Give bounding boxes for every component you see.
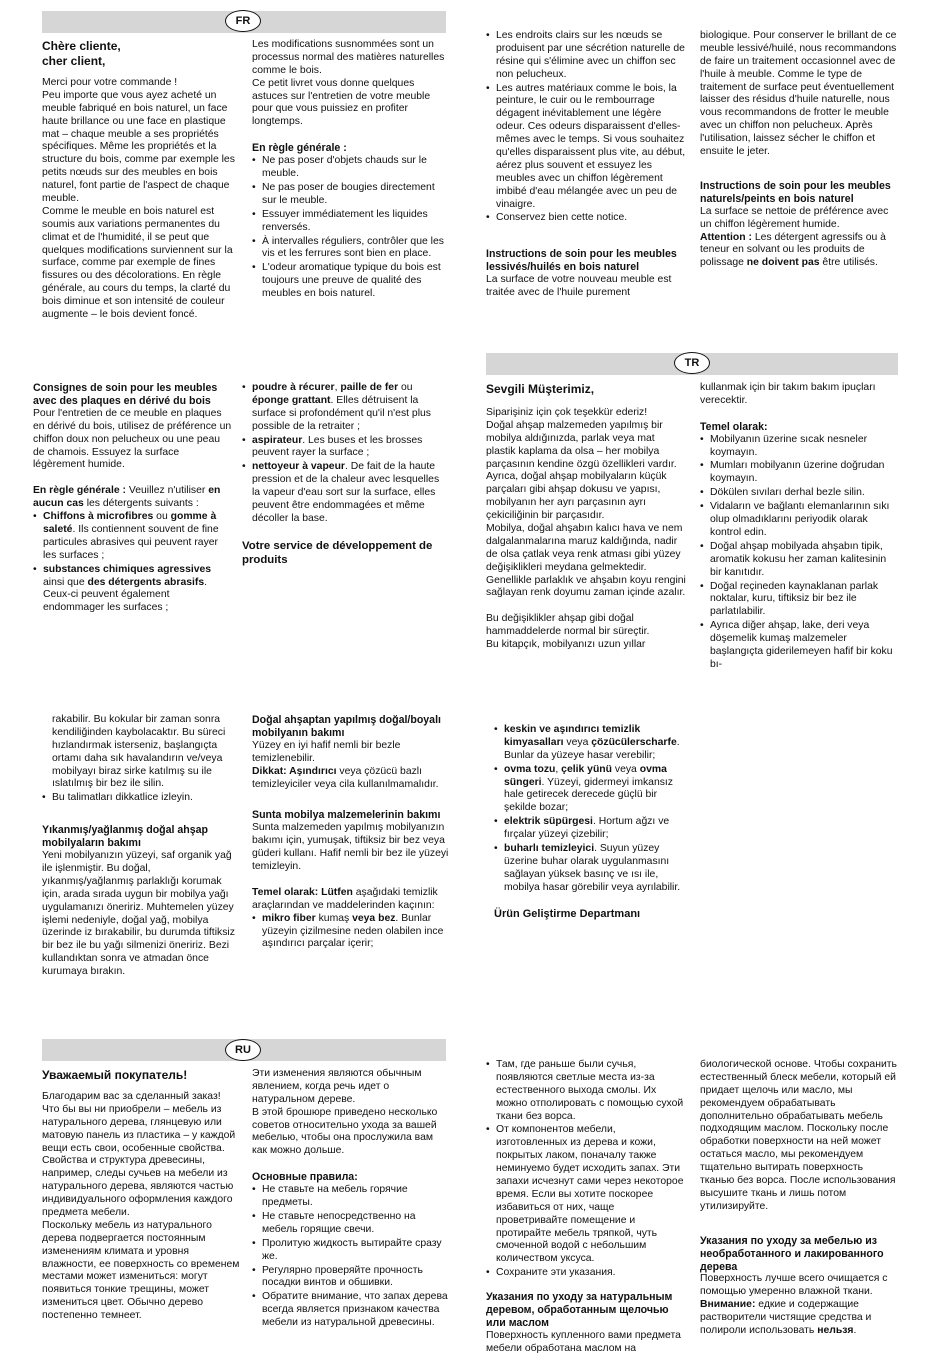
tr-rules-list — [700, 434, 900, 672]
tr-oiled-title: Yıkanmış/yağlanmış doğal ahşap mobilyaların bakımı — [42, 824, 209, 850]
ru-oiled-title: Указания по уходу за натуральным деревом, обработанным щелочью или маслом — [486, 1291, 673, 1329]
fr-paragraph: Comme le meuble en bois naturel est soumis aux variations permanentes du climat et de l'humidité, il se peut que quelques modifications surviennent sur la surface, comme par exemple de fines fissures ou des décolorations. En règle générale, au cours du temps, la clarté du bois diminue et son intensité de couleur augmente – le bois devient foncé. — [42, 205, 233, 321]
fr-paragraph: biologique. Pour conserver le brillant de ce meuble lessivé/huilé, nous recommandons de faire un traitement occasionnel avec de l'huile à meuble. Comme le type de traitement de surface peut éventuellement laisser des résidus d'huile naturelle, nous vous recommandons de frotter le meuble avec un chiffon non pelucheux. Après l'utilisation, laissez sécher le chiffon et ensuite le jeter. — [700, 30, 897, 158]
tr-closing-signature: Ürün Geliştirme Departmanı — [494, 907, 641, 920]
list-item: • Vidaların ve bağlantı elemanlarının sıkı olup olmadıklarını periyodik olarak kontrol edin. — [700, 501, 900, 540]
bold-term: des détergents abrasifs — [87, 576, 205, 588]
fr-closing-signature: Votre service de développement de produits — [242, 539, 433, 567]
list-item: • Dökülen sıvıları derhal bezle silin. — [700, 487, 900, 500]
list-item: • Ne pas poser de bougies directement sur le meuble. — [252, 182, 448, 208]
ru-paragraph: Эти изменения являются обычным явлением, когда речь идет о натуральном дереве. — [252, 1068, 422, 1105]
list-item — [242, 435, 442, 461]
bold-term: mikro fiber — [262, 912, 316, 924]
fr-language-badge: FR — [225, 10, 261, 32]
list-item — [494, 764, 690, 816]
tr-paragraph: kullanmak için bir takım bakım ipuçları verecektir. — [700, 382, 876, 406]
tr-chipboard-title: Sunta mobilya malzemelerinin bakımı — [252, 809, 441, 822]
text: . Ils contiennent souvent de fine particules abrasives qui peuvent rayer les surfaces ; — [43, 523, 219, 561]
tr-rules-title: Temel olarak: — [700, 420, 768, 433]
fr-panels-title: Consignes de soin pour les meubles avec des plaques en dérivé du bois — [33, 382, 218, 407]
list-item: • L'odeur aromatique typique du bois est toujours une preuve de qualité des meubles en bois naturel. — [252, 262, 448, 301]
fr-painted-text: La surface se nettoie de préférence avec un chiffon légèrement humide. — [700, 205, 889, 230]
fr-bullets — [486, 30, 686, 225]
fr-panels-bullets — [33, 511, 233, 615]
fr-greeting: Chère cliente, cher client, — [42, 39, 121, 68]
list-item: • Там, где раньше были сучья, появляются светлые места из-за естественного выхода смолы. Их можно отполировать с помощью сухой ткани без ворса. — [486, 1059, 686, 1123]
list-item: • Обратите внимание, что запах дерева всегда является признаком качества мебели из натуральной древесины. — [252, 1291, 448, 1330]
tr-column-4 — [252, 714, 450, 952]
list-item — [242, 382, 442, 434]
list-item — [242, 461, 442, 525]
bold-term: çözücülerscharfe — [591, 736, 677, 748]
warning-label: Внимание: — [700, 1299, 756, 1311]
text: . Hortum ağzı ve fırçalar yüzeyi çizebilir; — [504, 816, 670, 841]
bold-term: gomme à saleté — [43, 511, 217, 535]
bold-term: Aşındırıcı — [286, 765, 337, 777]
fr-rules-list — [252, 155, 448, 301]
list-item: • Сохраните эти указания. — [486, 1267, 686, 1280]
list-item: • Les autres matériaux comme le bois, la peinture, le cuir ou le rembourrage dégagent inévitablement une légère odeur. Ces odeurs disparaissent d'elles-mêmes avec le temps. Si vous souhaitez qu'elles disparaissent plus vite, au début, aérez plus souvent et essuyez les meubles avec un chiffon légèrement imbibé d'eau mélangée avec un peu de vinaigre. — [486, 83, 686, 212]
bold-term: ovma süngeri — [504, 763, 667, 788]
bold-term: Chiffons à microfibres — [43, 511, 154, 523]
tr-avoid-list — [252, 913, 450, 952]
fr-paragraph: Les modifications susnommées sont un processus normal des matières naturelles comme le bois. — [252, 39, 445, 76]
fr-painted-title: Instructions de soin pour les meubles naturels/peints en bois naturel — [700, 179, 891, 205]
tr-column-1 — [486, 382, 686, 652]
bold-term: keskin ve aşındırıcı temizlik kimyasalları — [504, 724, 641, 748]
tr-column-2 — [700, 382, 900, 673]
text: veya — [563, 736, 592, 748]
ru-warning — [700, 1299, 900, 1338]
bold-term: Temel olarak: Lütfen — [252, 886, 353, 898]
bold-term: nettoyeur à vapeur — [252, 461, 345, 473]
fr-column-6 — [242, 382, 442, 575]
bold-term: elektrik süpürgesi — [504, 816, 593, 828]
bold-term: paille de fer — [340, 382, 399, 393]
bold-term: veya bez — [352, 912, 396, 924]
tr-paragraph: Mobilya, doğal ahşabın kalıcı hava ve nem dalgalanmalarına maruz kaldığında, nadir de olsa çatlak veya renk atması gibi yüzey değişiklikleri meydana gelmektedir. Genellikle parlaklık ve ahşabın koyu rengini sağlayan renk doyumu zaman içinde azalır. — [486, 523, 686, 599]
list-item: • Не ставьте на мебель горячие предметы. — [252, 1184, 448, 1210]
list-item — [494, 843, 690, 895]
list-item: • Ayrıca diğer ahşap, lake, deri veya döşemelik kumaş malzemeler başlangıçta giderilemeyen hafif bir koku bı- — [700, 620, 900, 672]
list-item: • От компонентов мебели, изготовленных из дерева и кожи, покрытых лаком, поначалу также неминуемо будет исходить запах. Эти запахи исчезнут сами через некоторое время. Если вы хотите поскорее избавиться от них, чаще проветривайте помещение и протирайте мебель тряпкой, чуть смоченной водой с небольшим количеством уксуса. — [486, 1124, 686, 1266]
ru-painted-text: Поверхность лучше всего очищается с помощью умеренно влажной ткани. — [700, 1273, 888, 1298]
bold-term: ovma tozu — [504, 763, 556, 775]
fr-paragraph: Peu importe que vous ayez acheté un meuble fabriqué en bois naturel, un face haute brillance ou une face en plastique mat – chaque meuble a ses propriétés spécifiques. Même les propriétés et la structure du bois, comme par exemple les petits nœuds sur des meubles en bois naturel, font partie de l'aspect de chaque meuble. — [42, 89, 235, 205]
ru-column-1 — [42, 1068, 240, 1323]
list-item — [33, 511, 233, 563]
fr-column-2 — [252, 39, 448, 302]
text: . Bunlar yüzeyin çizilmesine neden olabilen ince aşındırıcı parçalar içerir; — [262, 912, 444, 950]
ru-paragraph: Благодарим вас за сделанный заказ! Что бы вы ни приобрели – мебель из натурального дерева, глянцевую или матовую панель из пластика – у каждой вещи есть свои, особенные свойства. Свойства и структура древесины, например, следы сучьев на мебели из натурального дерева, являются частью индивидуального оформления каждого предмета мебели. — [42, 1091, 236, 1219]
list-item: • Conservez bien cette notice. — [486, 212, 686, 225]
list-item — [33, 564, 233, 616]
tr-paragraph: Bu kitapçık, mobilyanızı uzun yıllar — [486, 639, 646, 651]
text: ou — [153, 511, 171, 523]
fr-attention-text: Les détergent agressifs ou à teneur en solvant ou les produits de polissage — [700, 231, 886, 269]
list-item: rakabilir. Bu kokular bir zaman sonra kendiliğinden kaybolacaktır. Bu süreci hızlandırmak isterseniz, başlangıçta ortamı daha sık havalandırın ve/veya mobilyayı biraz sirke katılmış su ile ıslatılmış bir bez ile silin. — [52, 714, 226, 790]
ru-column-3 — [486, 1059, 686, 1356]
bold-term: aspirateur — [252, 434, 303, 446]
text: . Bunlar da yüzeye hasar verebilir; — [504, 736, 680, 761]
text: ainsi que — [43, 576, 88, 588]
fr-column-5 — [33, 382, 233, 616]
text: , — [334, 382, 341, 393]
tr-oiled-text: Yeni mobilyanızın yüzeyi, saf organik yağ ile işlenmiştir. Bu doğal, yıkanmış/yağlanmış parlaklığı korumak için, arada sırada uygun bir mobilya yağı uygulamanızı öneririz. Muhtemelen yüzey işlemi nedeniyle, doğal yağ, mobilya üzerinde iz bırakabilir, bu durumda tiftiksiz bir bez ile bu yağı silmenizi öneririz. Bezi kullandıktan sonra ve atmadan önce kurumaya bırakın. — [42, 850, 235, 978]
list-item: • Не ставьте непосредственно на мебель горящие свечи. — [252, 1211, 448, 1237]
list-item: • Mobilyanın üzerine sıcak nesneler koymayın. — [700, 434, 900, 460]
tr-paragraph: Doğal ahşap malzemeden yapılmış bir mobilya aldığınızda, parlak veya mat plastik kaplama da olsa – her mobilya parçasının kendine özgü özellikleri vardır. Ayrıca, doğal ahşap mobilyaların küçük parçaları gibi ahşap dokusu ve yapısı, mobilyanın her ayrı parçasının ayrı çekiciliğinin bir parçasıdır. — [486, 419, 677, 522]
fr-rule-text: les détergents suivants : — [83, 498, 199, 510]
text: . Les buses et les brosses peuvent rayer la surface ; — [252, 434, 423, 459]
bold-term: poudre à récurer — [252, 382, 335, 393]
text: . Elles détruisent la surface si profondément qu'il n'est plus possible de la retraiter ; — [252, 394, 431, 432]
tr-paragraph: Siparişiniz için çok teşekkür ederiz! — [486, 407, 648, 418]
ru-column-4 — [700, 1059, 900, 1338]
text: veya çözücü bazlı temizleyiciler veya cila kullanılmamalıdır. — [252, 765, 439, 790]
bold-term: нельзя — [817, 1325, 854, 1337]
fr-oiled-text: La surface de votre nouveau meuble est traitée avec de l'huile purement — [486, 274, 672, 299]
tr-painted-title: Doğal ahşaptan yapılmış doğal/boyalı mobilyanın bakımı — [252, 714, 441, 739]
fr-attention-bold: ne doivent pas — [746, 257, 820, 269]
fr-attention-text: être utilisés. — [819, 257, 878, 269]
tr-painted-text: Yüzey en iyi hafif nemli bir bezle temizlenebilir. — [252, 739, 401, 764]
tr-warning — [252, 766, 450, 792]
bold-term: substances chimiques agressives — [43, 563, 212, 575]
fr-paragraph: Merci pour votre commande ! — [42, 77, 178, 88]
ru-paragraph: Поскольку мебель из натурального дерева подвергается постоянным изменениям климата и уровня влажности, ее поверхность со временем местами может измениться: могут появиться тонкие трещины, может измениться цвет. Обычно дерево постепенно темнеет. — [42, 1219, 240, 1322]
fr-panels-rule — [33, 485, 233, 511]
text: . Suyun yüzey üzerine buhar olarak uygulanmasını sağlayan yüksek basınç ve ısı ile, mobilya hasar görebilir veya ayrılabilir. — [504, 843, 681, 893]
text: , — [555, 763, 562, 775]
fr-oiled-title: Instructions de soin pour les meubles lessivés/huilés en bois naturel — [486, 248, 677, 274]
text: . Ceux-ci peuvent également endommager les surfaces ; — [43, 576, 208, 614]
ru-bullets — [486, 1059, 686, 1280]
tr-language-badge: TR — [674, 352, 710, 374]
list-item: • Doğal ahşap mobilyada ahşabın tipik, aromatik kokusu her zaman kalitesinin bir kanıtıdır. — [700, 541, 900, 580]
list-item: • Essuyer immédiatement les liquides renversés. — [252, 209, 448, 235]
bold-term: éponge grattant — [252, 394, 331, 406]
fr-column-1 — [42, 39, 240, 322]
list-item: • Ne pas poser d'objets chauds sur le meuble. — [252, 155, 448, 181]
fr-rules-title: En règle générale : — [252, 142, 347, 155]
fr-attention — [700, 232, 900, 271]
tr-chipboard-text: Sunta malzemeden yapılmış mobilyanızın bakımı için, yumuşak, tiftiksiz bir bez veya güderi kullanı. Hafif nemli bir bez ile yüzeyi temizleyin. — [252, 822, 449, 872]
fr-column-4 — [700, 30, 900, 270]
warning-label: Dikkat: — [252, 765, 287, 777]
bold-term: çelik yünü — [561, 763, 612, 775]
tr-column-5 — [494, 724, 690, 921]
text: kumaş — [315, 912, 353, 924]
tr-column-3 — [42, 714, 240, 979]
text: . — [853, 1325, 857, 1337]
tr-avoid-list-2 — [494, 724, 690, 895]
fr-rule-text: Veuillez n'utiliser — [125, 485, 209, 497]
text: . Yüzeyi, gidermeyi imkansız hale getirecek derecede güçlü bir şekilde bozar; — [504, 776, 674, 814]
list-item: • Les endroits clairs sur les nœuds se produisent par une sécrétion naturelle de résine qui s'élimine avec un chiffon sec non pelucheux. — [486, 30, 686, 82]
tr-rule — [252, 887, 450, 913]
list-item — [252, 913, 450, 952]
text: едкие и содержащие растворители чистящие средства и полироли использовать — [700, 1299, 872, 1337]
list-item — [494, 724, 690, 763]
fr-attention-label: Attention : — [700, 231, 752, 243]
list-item: • Пролитую жидкость вытирайте сразу же. — [252, 1238, 448, 1264]
list-item: • À intervalles réguliers, contrôler que les vis et les ferrures sont bien en place. — [252, 236, 448, 262]
tr-paragraph: Bu değişiklikler ahşap gibi doğal hammaddelerde normal bir süreçtir. — [486, 613, 650, 638]
list-item: • Bu talimatları dikkatlice izleyin. — [42, 792, 240, 805]
text: ou — [398, 382, 413, 393]
list-item: • Регулярно проверяйте прочность посадки винтов и обшивки. — [252, 1265, 448, 1291]
text: aşağıdaki temizlik araçlarından ve maddelerinden kaçının: — [252, 886, 438, 911]
text: . De fait de la haute pression et de la chaleur avec lesquelles la vapeur d'eau sort sur la surface, elles peuvent être endommagées et même décoller la base. — [252, 461, 440, 524]
ru-rules-list — [252, 1184, 448, 1330]
ru-oiled-text: Поверхность купленного вами предмета мебели обработана маслом на — [486, 1329, 681, 1354]
ru-paragraph: В этой брошюре приведено несколько советов относительно ухода за вашей мебелью, чтобы она прослужила вам как можно дольше. — [252, 1106, 438, 1157]
text: veya — [612, 763, 640, 775]
ru-painted-title: Указания по уходу за мебелью из необработанного и лакированного дерева — [700, 1234, 884, 1273]
list-item: • Doğal reçineden kaynaklanan parlak noktalar, kuru, tiftiksiz bir bez ile parlatılabilir. — [700, 581, 900, 620]
fr-rule-bold: en aucun cas — [33, 485, 221, 510]
tr-bullets — [42, 714, 240, 805]
fr-panels-text: Pour l'entretien de ce meuble en plaques en dérivé du bois, utilisez de préférence un chiffon doux non pelucheux ou une peau de chamois. Essuyez la surface légèrement humide. — [33, 407, 232, 471]
ru-greeting: Уважаемый покупатель! — [42, 1068, 188, 1082]
fr-panels-bullets-2 — [242, 382, 442, 526]
ru-language-badge: RU — [225, 1039, 261, 1061]
ru-column-2 — [252, 1068, 448, 1331]
fr-paragraph: Ce petit livret vous donne quelques astuces sur l'entretien de votre meuble pour que vous puissiez en profiter longtemps. — [252, 77, 431, 128]
list-item — [494, 816, 690, 842]
tr-greeting: Sevgili Müşterimiz, — [486, 382, 595, 396]
ru-rules-title: Основные правила: — [252, 1171, 358, 1184]
fr-rule-bold: En règle générale : — [33, 485, 126, 497]
bold-term: buharlı temizleyici — [504, 843, 595, 855]
list-item: • Mumları mobilyanın üzerine doğrudan koymayın. — [700, 460, 900, 486]
ru-paragraph: биологической основе. Чтобы сохранить естественный блеск мебели, который ей придает щелочь или масло, мы рекомендуем обрабатывать дополнительно обрабатывать мебель подходящим маслом. Поскольку после обработки поверхности на ней может остаться масло, мы рекомендуем тщательно вытирать поверхность тканью без ворса. После использования высушите ткань и лишь потом утилизируйте. — [700, 1059, 897, 1212]
fr-column-3 — [486, 30, 686, 300]
